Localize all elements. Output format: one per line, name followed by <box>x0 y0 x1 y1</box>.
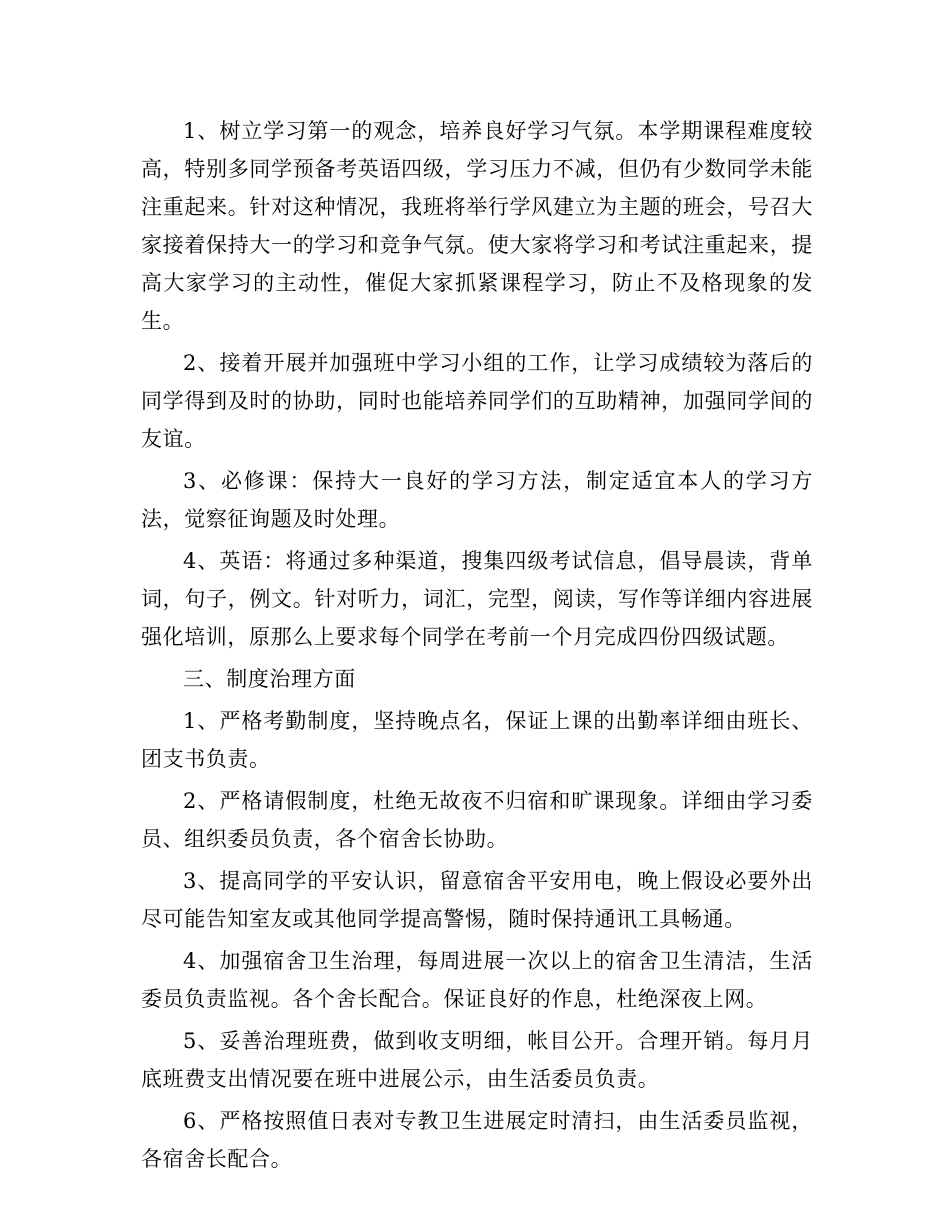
paragraph-duty-cleaning: 6、严格按照值日表对专教卫生进展定时清扫，由生活委员监视，各宿舍长配合。 <box>141 1109 813 1171</box>
paragraph-study-atmosphere: 1、树立学习第一的观念，培养良好学习气氛。本学期课程难度较高，特别多同学预备考英语四级，学习压力不减，但仍有少数同学未能注重起来。针对这种情况，我班将举行学风建立为主题的班会，号召大家接着保持大一的学习和竞争气氛。使大家将学习和考试注重起来，提高大家学习的主动性，催促大家抓紧课程学习，防止不及格现象的发生。 <box>141 119 813 333</box>
paragraph-english: 4、英语：将通过多种渠道，搜集四级考试信息，倡导晨读，背单词，句子，例文。针对听力，词汇，完型，阅读，写作等详细内容进展强化培训，原那么上要求每个同学在考前一个月完成四份四级试题。 <box>141 549 813 649</box>
document-body <box>141 112 813 1182</box>
paragraph-safety: 3、提高同学的平安认识，留意宿舍平安用电，晚上假设必要外出尽可能告知室友或其他同学提高警惕，随时保持通讯工具畅通。 <box>141 869 813 931</box>
paragraph-required-courses: 3、必修课：保持大一良好的学习方法，制定适宜本人的学习方法，觉察征询题及时处理。 <box>141 469 813 531</box>
paragraph-dorm-hygiene: 4、加强宿舍卫生治理，每周进展一次以上的宿舍卫生清洁，生活委员负责监视。各个舍长配合。保证良好的作息，杜绝深夜上网。 <box>141 949 813 1011</box>
paragraph-attendance: 1、严格考勤制度，坚持晚点名，保证上课的出勤率详细由班长、团支书负责。 <box>141 709 813 771</box>
paragraph-leave-system: 2、严格请假制度，杜绝无故夜不归宿和旷课现象。详细由学习委员、组织委员负责，各个宿舍长协助。 <box>141 789 813 851</box>
paragraph-study-groups: 2、接着开展并加强班中学习小组的工作，让学习成绩较为落后的同学得到及时的协助，同时也能培养同学们的互助精神，加强同学间的友谊。 <box>141 351 813 451</box>
section-heading-system-management: 三、制度治理方面 <box>183 667 356 691</box>
paragraph-class-fund: 5、妥善治理班费，做到收支明细，帐目公开。合理开销。每月月底班费支出情况要在班中进展公示，由生活委员负责。 <box>141 1029 813 1091</box>
